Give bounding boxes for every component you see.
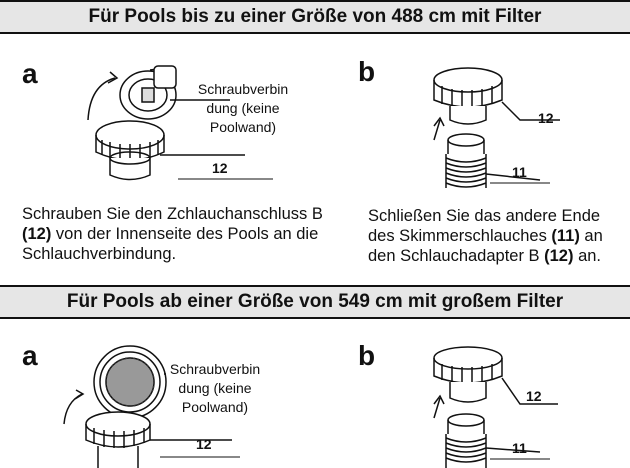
section-1-header [0, 0, 630, 34]
connector-label-2-line-2: dung (keine [178, 380, 252, 396]
leader-line [160, 456, 240, 458]
part-number-11-d: 11 [512, 440, 527, 456]
part-number-11-b: 11 [512, 164, 527, 180]
step-b-text-1: Schließen Sie das andere Ende des Skimmerschlauches [368, 207, 601, 245]
part-number-12-b: 12 [538, 110, 554, 126]
step-a-part-ref: (12) [22, 225, 52, 243]
step-b-instruction [368, 206, 630, 266]
step-b-text-3: an. [573, 247, 602, 265]
step-a-letter-2: a [22, 340, 38, 371]
leader-line [490, 182, 550, 184]
part-number-12-d: 12 [526, 388, 542, 404]
part-number-12: 12 [212, 160, 228, 176]
step-a-letter: a [22, 58, 38, 89]
hose-adapter-illustration-2 [418, 344, 598, 468]
hose-adapter-illustration [420, 62, 600, 192]
step-b-letter-2: b [358, 340, 376, 371]
section-1-title: Für Pools bis zu einer Größe von 488 cm mit Filter [88, 6, 542, 27]
connector-label-line-1: Schraubverbin [197, 81, 289, 97]
connector-label [188, 80, 298, 137]
step-a-text-1: Schrauben Sie den Zchlauchanschluss B [22, 205, 323, 223]
section-2-title: Für Pools ab einer Größe von 549 cm mit großem Filter [66, 291, 564, 312]
step-a-text-2: von der Innenseite des Pools an die Schlauchverbindung. [22, 225, 319, 263]
step-a-instruction [22, 204, 342, 264]
part-number-12-c: 12 [196, 436, 212, 452]
connector-label-line-2: dung (keine [206, 100, 280, 116]
step-b-letter: b [358, 56, 376, 87]
step-b-text-2: an den Schlauchadapter B [368, 227, 603, 265]
step-b-part-ref-2: (12) [544, 247, 574, 265]
connector-label-2-line-3: Poolwand) [181, 399, 249, 415]
leader-line [490, 458, 550, 460]
connector-label-2 [160, 360, 270, 417]
section-2-header [0, 285, 630, 319]
connector-label-line-3: Poolwand) [209, 119, 277, 135]
step-b-part-ref-1: (11) [551, 227, 580, 245]
leader-line [178, 178, 273, 180]
connector-label-2-line-1: Schraubverbin [169, 361, 261, 377]
